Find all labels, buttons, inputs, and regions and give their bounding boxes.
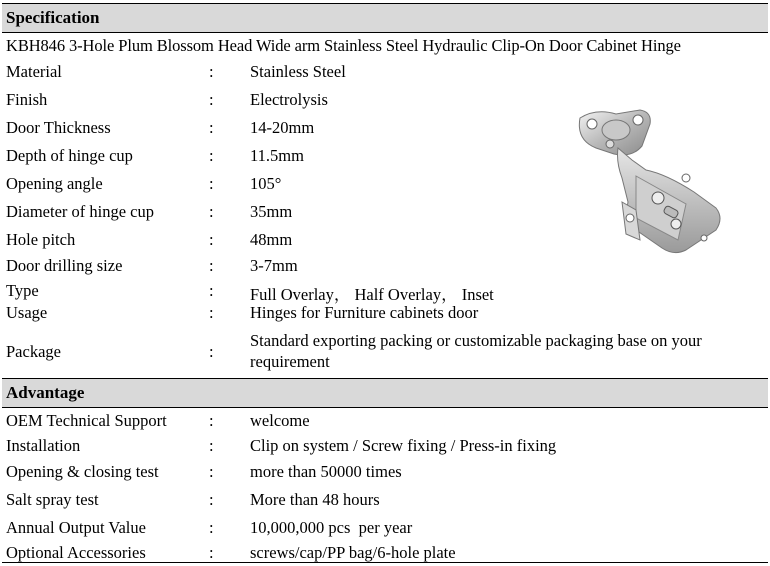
adv-colon: : [209,518,214,537]
product-title: KBH846 3-Hole Plum Blossom Head Wide arm Stainless Steel Hydraulic Clip-On Door Cabinet Hinge [6,36,681,55]
spec-value: 35mm [250,202,293,221]
adv-value: More than 48 hours [250,490,380,509]
spec-label: Hole pitch [6,230,76,249]
spec-label: Usage [6,303,48,322]
spec-label: Opening angle [6,174,103,193]
spec-colon: : [209,90,214,109]
advantage-header: Advantage [2,378,768,408]
spec-colon: : [209,146,214,165]
adv-label: Annual Output Value [6,518,146,537]
spec-colon: : [209,256,214,275]
spec-colon: : [209,62,214,81]
spec-label: Type [6,281,39,300]
spec-colon: : [209,281,214,300]
spec-colon: : [209,118,214,137]
spec-colon: : [209,342,214,361]
adv-value: 10,000,000 pcs per year [250,518,413,537]
spec-value: Full Overlay， Half Overlay， Inset [250,285,494,304]
adv-colon: : [209,462,214,481]
adv-colon: : [209,411,214,430]
adv-label: Opening & closing test [6,462,159,481]
hinge-photo-icon [566,100,726,270]
spec-value: Stainless Steel [250,62,346,81]
spec-colon: : [209,303,214,322]
spec-value: Standard exporting packing or customizable packaging base on your requirement [250,331,702,371]
spec-value: 48mm [250,230,293,249]
spec-value: 3-7mm [250,256,298,275]
spec-value: 14-20mm [250,118,315,137]
spec-value: 105° [250,174,282,193]
adv-colon: : [209,436,214,455]
adv-label: OEM Technical Support [6,411,167,430]
spec-colon: : [209,230,214,249]
adv-value: welcome [250,411,310,430]
spec-label: Door drilling size [6,256,123,275]
spec-label: Depth of hinge cup [6,146,133,165]
spec-colon: : [209,174,214,193]
adv-label: Salt spray test [6,490,99,509]
bottom-rule [2,562,768,563]
adv-value: screws/cap/PP bag/6-hole plate [250,543,456,562]
spec-value: 11.5mm [250,146,304,165]
adv-colon: : [209,543,214,562]
spec-label: Package [6,342,61,361]
spec-label: Diameter of hinge cup [6,202,154,221]
adv-colon: : [209,490,214,509]
adv-label: Optional Accessories [6,543,146,562]
adv-value: Clip on system / Screw fixing / Press-in fixing [250,436,557,455]
adv-label: Installation [6,436,81,455]
spec-value: Electrolysis [250,90,328,109]
spec-label: Material [6,62,62,81]
spec-value: Hinges for Furniture cabinets door [250,303,479,322]
spec-colon: : [209,202,214,221]
adv-value: more than 50000 times [250,462,402,481]
spec-label: Door Thickness [6,118,111,137]
spec-label: Finish [6,90,48,109]
specification-header: Specification [2,3,768,33]
